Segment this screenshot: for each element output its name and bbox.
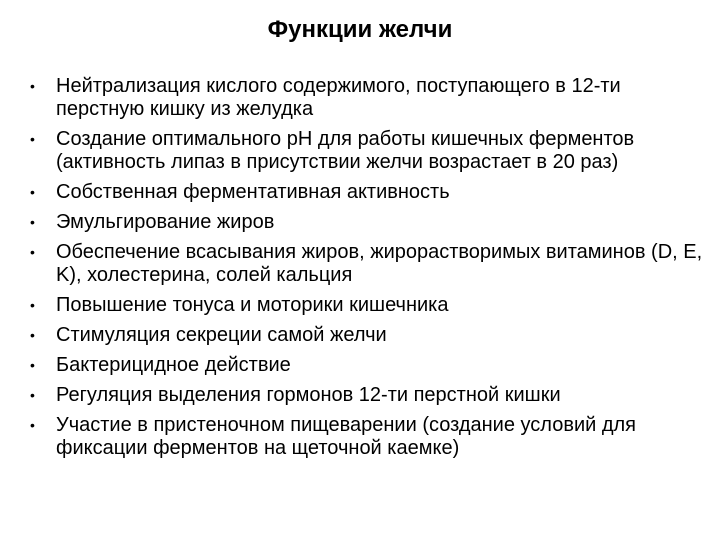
bullet-icon: •	[30, 244, 35, 260]
bullet-item	[0, 181, 720, 204]
bullet-text: Бактерицидное действие	[56, 354, 291, 376]
bullet-text: Эмульгирование жиров	[56, 211, 275, 233]
bullet-item	[0, 294, 720, 317]
bullet-item	[0, 354, 720, 377]
bullet-icon: •	[30, 327, 35, 343]
bullet-icon: •	[30, 78, 35, 94]
bullet-text: Повышение тонуса и моторики кишечника	[56, 294, 449, 316]
bullet-text: Регуляция выделения гормонов 12-ти перстной кишки	[56, 384, 561, 406]
bullet-icon: •	[30, 417, 35, 433]
bullet-icon: •	[30, 214, 35, 230]
bullet-item	[0, 241, 720, 287]
bullet-item	[0, 324, 720, 347]
bullet-item	[0, 75, 720, 121]
bullet-icon: •	[30, 357, 35, 373]
bullet-item	[0, 414, 720, 460]
bullet-text: Создание оптимального рН для работы кишечных ферментов (активность липаз в присутствии желчи возрастает в 20 раз)	[56, 128, 635, 173]
bullet-icon: •	[30, 387, 35, 403]
bullet-item	[0, 211, 720, 234]
bullet-text: Участие в пристеночном пищеварении (создание условий для фиксации ферментов на щеточной каемке)	[56, 414, 637, 459]
bullet-item	[0, 384, 720, 407]
bullet-icon: •	[30, 131, 35, 147]
bullet-list	[0, 75, 720, 467]
bullet-text: Обеспечение всасывания жиров, жирорастворимых витаминов (D, E, K), холестерина, солей кальция	[56, 241, 703, 286]
bullet-item	[0, 128, 720, 174]
bullet-text: Нейтрализация кислого содержимого, поступающего в 12-ти перстную кишку из желудка	[56, 75, 621, 120]
bullet-text: Собственная ферментативная активность	[56, 181, 450, 203]
slide-title: Функции желчи	[267, 16, 453, 43]
bullet-text: Стимуляция секреции самой желчи	[56, 324, 387, 346]
bullet-icon: •	[30, 184, 35, 200]
bullet-icon: •	[30, 297, 35, 313]
